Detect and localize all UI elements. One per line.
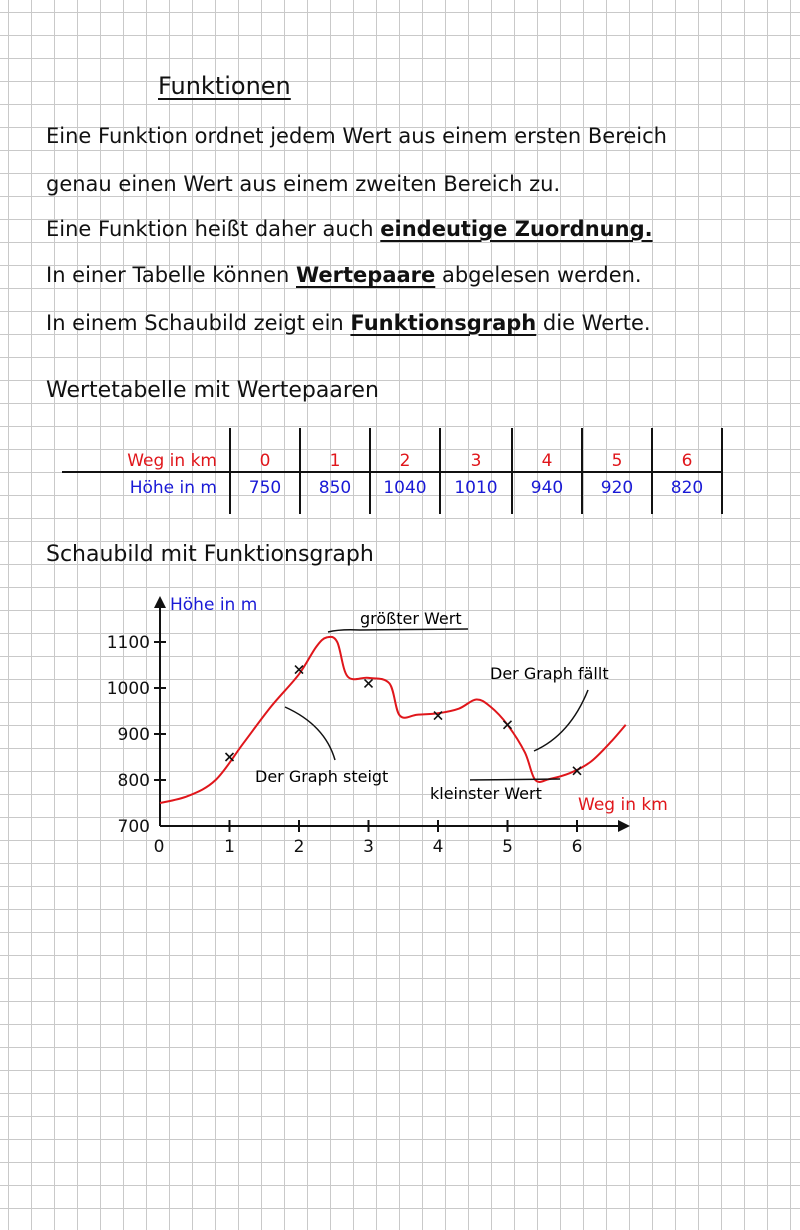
y-tick-label: 700: [117, 817, 150, 837]
y-tick-label: 1100: [106, 633, 150, 653]
x-tick-label: 5: [502, 837, 513, 857]
annotation-min-label: kleinster Wert: [430, 784, 542, 803]
x-axis-label: Weg in km: [578, 795, 668, 815]
data-point-mark: [504, 721, 512, 729]
term-eindeutige-zuordnung: eindeutige Zuordnung.: [380, 217, 653, 241]
table-cell-hoehe: 940: [530, 478, 564, 498]
text-line-5: [46, 313, 651, 334]
data-point-mark: [365, 679, 373, 687]
graph-heading: Schaubild mit Funktionsgraph: [46, 542, 374, 567]
text-line-4-end: abgelesen werden.: [435, 263, 642, 287]
table-heading: Wertetabelle mit Wertepaaren: [46, 378, 379, 403]
annotation-fall-line: [534, 690, 588, 751]
term-funktionsgraph: Funktionsgraph: [350, 311, 537, 335]
text-line-5-end: die Werte.: [536, 311, 651, 335]
table-vertical-lines: [230, 428, 722, 514]
text-line-5-start: In einem Schaubild zeigt ein: [46, 311, 351, 335]
data-points: [226, 666, 582, 775]
y-tick-label: 800: [117, 771, 150, 791]
table-cell-hoehe: 850: [318, 478, 352, 498]
y-tick-label: 1000: [106, 679, 150, 699]
table-cell-hoehe: 750: [248, 478, 282, 498]
data-point-mark: [226, 753, 234, 761]
annotation-rise-line: [285, 707, 335, 760]
text-line-1: Eine Funktion ordnet jedem Wert aus einem ersten Bereich: [46, 124, 667, 148]
text-line-3-start: Eine Funktion heißt daher auch: [46, 217, 381, 241]
x-tick-label: 3: [363, 837, 374, 857]
table-cell-hoehe: 820: [670, 478, 704, 498]
y-axis-label: Höhe in m: [170, 595, 258, 615]
annotation-max-line: [328, 629, 468, 632]
data-point-mark: [295, 666, 303, 674]
table-cell-weg: 6: [681, 451, 693, 471]
table-cell-weg: 5: [611, 451, 623, 471]
table-cells: [249, 451, 703, 498]
table-cell-weg: 3: [470, 451, 482, 471]
page-title: Funktionen: [158, 72, 291, 100]
x-tick-label: 6: [571, 837, 583, 857]
x-tick-label: 0: [153, 837, 165, 857]
chart-axes: [154, 596, 630, 832]
text-line-4: [46, 265, 642, 286]
function-curve: [160, 637, 626, 803]
x-tick-label: 2: [293, 837, 305, 857]
x-tick-label: 4: [432, 837, 444, 857]
table-cell-weg: 1: [329, 451, 341, 471]
annotation-rise-label: Der Graph steigt: [255, 767, 389, 786]
y-tick-label: 900: [117, 725, 150, 745]
table-cell-hoehe: 1010: [454, 478, 498, 498]
table-cell-weg: 2: [399, 451, 411, 471]
data-point-mark: [573, 767, 581, 775]
table-row-label-weg: Weg in km: [127, 451, 217, 471]
table-row-label-hoehe: Höhe in m: [129, 478, 217, 498]
term-wertepaare: Wertepaare: [296, 263, 436, 287]
table-cell-hoehe: 1040: [383, 478, 427, 498]
annotation-max-label: größter Wert: [360, 609, 462, 628]
x-tick-label: 1: [224, 837, 235, 857]
table-cell-weg: 0: [259, 451, 271, 471]
text-line-2: genau einen Wert aus einem zweiten Bereich zu.: [46, 172, 561, 196]
table-cell-weg: 4: [541, 451, 553, 471]
data-point-mark: [434, 712, 442, 720]
annotation-fall-label: Der Graph fällt: [490, 664, 609, 683]
y-axis-arrow-icon: [154, 596, 166, 608]
table-cell-hoehe: 920: [600, 478, 634, 498]
chart-ticks: [107, 633, 583, 857]
text-line-3: [46, 219, 653, 240]
text-line-4-start: In einer Tabelle können: [46, 263, 296, 287]
annotation-min-line: [470, 779, 560, 780]
x-axis-arrow-icon: [618, 820, 630, 832]
